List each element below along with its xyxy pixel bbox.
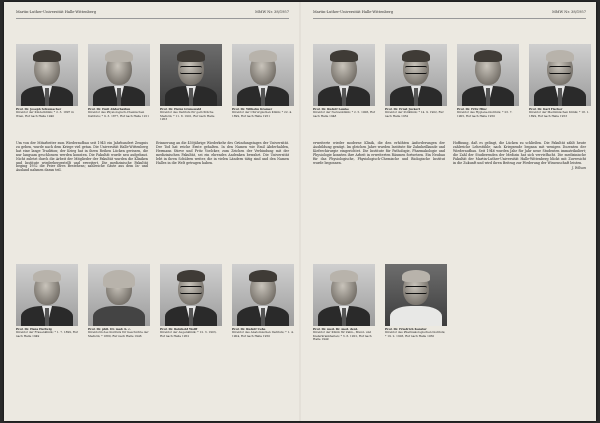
portrait-photo — [313, 264, 375, 326]
portrait-name: Prof. Dr. phil. Dr. med. h. c. — [88, 327, 132, 331]
body-text-column: erweiterte wieder moderne Klinik, die den erhöhten Anforderungen der Ausbildung genügt. Im gleichen Jahre wurden Institute für Zahnheilkunde und Kieferchirurgie eingerichtet. Die Institute für Pathologie, Pharmakologie und Physiologie konnten ihre Arbeit in erweiterten Räumen fortsetzen. Ein Neubau für das Physiologische, Physiologisch-Chemische und Biologische Institut wurde begonnen. — [313, 141, 445, 165]
issue-number: MMW Nr. 38/1957 — [552, 10, 586, 14]
portrait-name: Prof. Dr. Wilhelm Kramer — [232, 107, 273, 111]
portrait-card — [457, 44, 519, 132]
right-page — [301, 2, 596, 421]
portrait-name: Prof. Dr. med. Dr. med. dent. — [313, 327, 358, 331]
portrait-name: Prof. Dr. Joseph Schumacher — [16, 107, 62, 111]
portrait-name: Prof. Dr. Hans Hertwig — [16, 327, 52, 331]
portrait-row-top — [16, 44, 293, 132]
portrait-card — [232, 264, 294, 352]
portrait-card — [88, 264, 150, 352]
portrait-card — [160, 44, 222, 132]
portrait-photo — [16, 44, 78, 106]
portrait-caption: Prof. Dr. Hans Hertwig Direktor der Frauenklinik; * 1. 7. 1899, Ruf nach Halle 1949 — [16, 327, 78, 338]
portrait-caption: Prof. Dr. Ernst Juckert Direktor der Poliklinik; * 14. 9. 1902, Ruf nach Halle 1952 — [385, 108, 447, 118]
portrait-card — [88, 44, 150, 132]
portrait-caption: Prof. Dr. Friedrich Kanzler Direktor des Pharmakologischen Instituts; * 19. 2. 1903, Ruf nach Halle 1950 — [385, 327, 446, 338]
portrait-caption: Prof. Dr. Fritz Hinz Direktor des Hygiene-Instituts; * 23. 7. 1905, Ruf nach Halle 1950 — [457, 108, 519, 118]
portrait-photo — [385, 264, 447, 326]
portrait-photo — [160, 44, 222, 106]
portrait-caption: Prof. Dr. Emil Abderhalden Direktor des Physiologisch-Chemischen Instituts; * 9. 3. 1877, Ruf nach Halle 1911 — [88, 107, 150, 118]
portrait-card — [385, 44, 447, 132]
portrait-photo — [313, 44, 375, 106]
portrait-card — [313, 44, 375, 132]
portrait-name: Prof. Dr. Friedrich Kanzler — [385, 327, 427, 331]
portrait-card — [16, 264, 78, 352]
portrait-photo — [88, 264, 150, 326]
portrait-card — [232, 44, 294, 132]
body-text-column: Erinnerung an die 450jährige Wiederkehr des Gründungstages der Universität. Der Tod hat reiche Ernte gehalten. In den Namen wie Emil Abderhalden, Hermann Stieve und Fritz Voelcker, zum Zeichen der Verbindung mit der medizinischen Fakultät, sei ein ehrendes Andenken bewahrt. Die Universität lebt in ihren Schülern weiter, die in vielen Ländern tätig sind und den Namen Halles in die Welt getragen haben. — [156, 141, 289, 165]
portrait-card — [16, 44, 78, 132]
body-text-column: Hoffnung, daß es gelingt, die Lücken zu schließen. Die Fakultät zählt heute zahlreiche Lehrstühle; nach Kriegsende begann mit wenigen Dozenten der Wiederaufbau. Seit 1946 wurden Jahr für Jahr neue Studenten immatrikuliert; die Zahl der Studierenden der Medizin hat sich vervielfacht. Die medizinische Fakultät der Martin-Luther-Universität Halle-Wittenberg blickt mit Zuversicht in die Zukunft und wird ihren Beitrag zur Förderung der Wissenschaft leisten. J. Wilson — [453, 141, 586, 171]
portrait-row-bottom — [16, 264, 294, 352]
portrait-photo — [88, 44, 150, 106]
author-signature: J. Wilson — [571, 166, 586, 171]
portrait-name: Prof. Dr. Rudolf Lemke — [313, 107, 349, 111]
portrait-caption: Prof. Dr. Reinhold Wolff Direktor der Augenklinik; * 12. 3. 1903, Ruf nach Halle 1952 — [160, 328, 222, 338]
portrait-card — [385, 264, 447, 352]
portrait-card — [529, 44, 591, 132]
running-head-title: Martin-Luther-Universität Halle-Wittenberg — [313, 10, 393, 14]
portrait-name: Prof. Dr. Heinz Grunewald — [160, 107, 202, 111]
portrait-photo — [232, 44, 294, 106]
portrait-photo — [529, 44, 591, 106]
left-page — [4, 2, 299, 421]
portrait-name: Prof. Dr. Rudolf Uebe — [232, 327, 266, 331]
portrait-name: Prof. Dr. Karl Fischer — [529, 107, 563, 111]
portrait-name: Prof. Dr. Ernst Juckert — [385, 107, 421, 111]
portrait-row-top — [313, 44, 590, 132]
running-head-title: Martin-Luther-Universität Halle-Wittenberg — [16, 10, 96, 14]
portrait-photo — [16, 264, 78, 326]
running-head — [313, 10, 586, 19]
portrait-photo — [385, 44, 447, 106]
portrait-row-bottom — [313, 264, 453, 352]
portrait-name: Prof. Dr. Reinhold Wolff — [160, 327, 198, 331]
portrait-caption: Prof. Dr. Joseph Schumacher Direktor der Kinderklinik; * 2. 3. 1897 in Wien, Ruf nach Halle 1940 — [16, 108, 78, 118]
body-text-column: Um von der Mitarbeiter zum Wiederaufbau seit 1945 ein Jahrhundert Zeugnis zu geben, wurde nach dem Kriege viel getan. Die Universität Halle-Wittenberg hat eine lange Tradition; der Krieg hat in ihren Reihen Lücken gerissen, die nur langsam geschlossen werden konnten. Die Fakultät wurde neu aufgebaut. Nicht zuletzt durch die Arbeit der Mitglieder der Fakultät wurden die Kliniken und Institute wiederhergestellt und erweitert. Die medizinische Fakultät beging 1952 die Feier ihres Bestehens; zahlreiche Gäste aus dem In- und Ausland nahmen daran teil. — [16, 141, 148, 173]
portrait-caption: Prof. Dr. phil. Dr. med. h. c. Direktorin des Instituts für Geschichte der Medizin; * 1880, Ruf nach Halle 1946 — [88, 327, 149, 338]
portrait-name: Prof. Dr. Fritz Hinz — [457, 107, 487, 111]
portrait-photo — [232, 264, 294, 326]
portrait-caption: Prof. Dr. Rudolf Uebe Direktor des Anatomischen Instituts; * 1. 4. 1904, Ruf nach Halle 1950 — [232, 327, 294, 338]
portrait-card — [160, 264, 222, 352]
portrait-name: Prof. Dr. Emil Abderhalden — [88, 107, 131, 111]
issue-number: MMW Nr. 38/1957 — [255, 10, 289, 14]
portrait-caption: Prof. Dr. Heinz Grunewald Direktor des Instituts für gerichtliche Medizin; * 11. 8. 1901, Ruf nach Halle 1953 — [160, 108, 222, 122]
magazine-spread — [4, 2, 596, 421]
portrait-caption: Prof. Dr. Rudolf Lemke Direktor der Nervenklinik; * 2. 5. 1906, Ruf nach Halle 1948 — [313, 107, 375, 118]
portrait-card — [313, 264, 375, 352]
running-head — [16, 10, 289, 19]
portrait-caption: Prof. Dr. med. Dr. med. dent. Direktor der Klinik für Zahn-, Mund- und Kieferkrankheiten; * 3. 6. 1901, Ruf nach Halle 1949 — [313, 328, 375, 342]
portrait-caption: Prof. Dr. Wilhelm Kramer Direktor der Chirurgischen Klinik; * 22. 4. 1899, Ruf nach Halle 1951 — [232, 107, 293, 118]
portrait-caption: Prof. Dr. Karl Fischer Direktor der Medizinischen Klinik; * 18. 1. 1899, Ruf nach Halle 1953 — [529, 107, 590, 118]
portrait-photo — [457, 44, 519, 106]
portrait-photo — [160, 264, 222, 326]
